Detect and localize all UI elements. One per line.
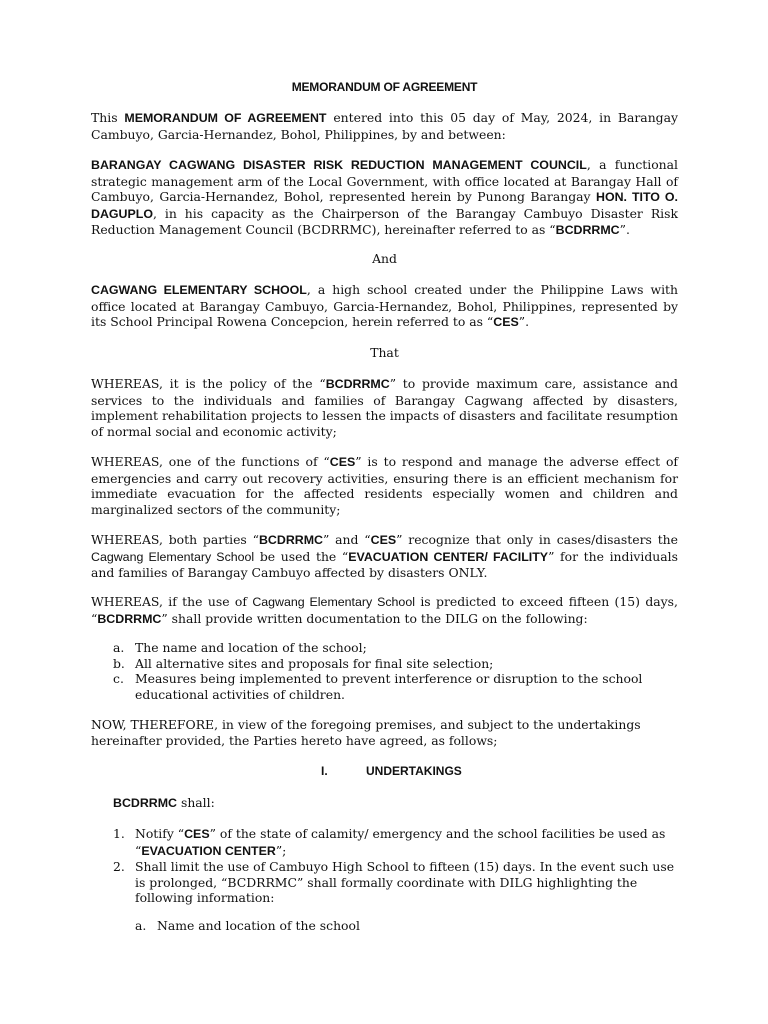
bold-run: BCDRRMC <box>325 377 390 391</box>
list-item <box>113 826 678 859</box>
text-run: WHEREAS, it is the policy of the “ <box>91 376 326 391</box>
text-run: WHEREAS, if the use of <box>91 594 253 609</box>
party1-paragraph <box>91 157 678 239</box>
list-marker: c. <box>113 671 124 687</box>
bold-run: BCDRRMC <box>97 611 162 626</box>
text-run: ” recognize that only in cases/disasters the <box>396 532 678 547</box>
bold-run: CAGWANG ELEMENTARY SCHOOL <box>91 283 307 297</box>
list-marker: b. <box>113 655 125 671</box>
list-item-text: The name and location of the school; <box>135 640 367 655</box>
list-item <box>113 859 678 906</box>
text-run: ” is to respond and manage the adverse effect of emergencies and carry out recovery activities, ensuring there is an efficient mechanism for immediate evacuation for the affected residents especially women and children and marginalized sectors of the community; <box>91 454 678 517</box>
text-run: Notify “ <box>135 826 185 841</box>
and-label: And <box>372 251 397 266</box>
text-run: entered into this 05 day of May, 2024, in Barangay Cambuyo, Garcia-Hernandez, Bohol, Philippines, by and between: <box>91 110 678 142</box>
text-run: Shall limit the use of Cambuyo High School to fifteen (15) days. In the event such use is prolonged, “BCDRRMC” shall formally coordinate with DILG highlighting the following information: <box>135 859 675 906</box>
that-label: That <box>370 345 399 360</box>
documentation-list <box>113 640 678 702</box>
list-item <box>113 640 678 656</box>
bold-run: CES <box>370 533 397 547</box>
text-run: , in his capacity as the Chairperson of the Barangay Cambuyo Disaster Risk Reduction Management Council (BCDRRMC), hereinafter referred to as “ <box>91 205 678 238</box>
text-run: ” and “ <box>322 532 371 547</box>
list-marker: a. <box>113 640 125 655</box>
text-run: ” shall provide written documentation to the DILG on the following: <box>161 610 588 626</box>
intro-paragraph <box>91 110 678 142</box>
text-run: ” to provide maximum care, assistance and services to the individuals and families of Barangay Cagwang affected by disasters, implement rehabilitation projects to lessen the impacts of disasters and facilitate resumption of normal social and economic activity; <box>91 376 678 439</box>
whereas2-paragraph <box>91 454 678 517</box>
party2-paragraph <box>91 282 678 331</box>
bold-run: EVACUATION CENTER <box>141 843 276 858</box>
whereas4-paragraph <box>91 594 678 627</box>
document-title: MEMORANDUM OF AGREEMENT <box>291 80 478 94</box>
list-item-text: All alternative sites and proposals for final site selection; <box>135 655 494 671</box>
text-run: shall: <box>177 795 215 810</box>
undertakings-list <box>113 826 678 906</box>
sans-run: Cagwang Elementary School <box>252 595 415 609</box>
text-run: ”; <box>275 842 287 858</box>
text-run: ”. <box>518 314 530 330</box>
bold-run: BCDRRMC <box>555 223 620 238</box>
list-item <box>135 918 678 934</box>
sans-run: Cagwang Elementary School <box>91 549 255 564</box>
text-run: WHEREAS, both parties “ <box>91 532 259 547</box>
text-run: ”. <box>619 222 630 238</box>
bold-run: EVACUATION CENTER/ FACILITY <box>348 549 549 564</box>
list-marker: a. <box>135 918 147 933</box>
text-run: ” of the state of calamity/ emergency and the school facilities be used as “ <box>135 826 666 858</box>
text-run: , a functional strategic management arm of the Local Government, with office located at Barangay Hall of Cambuyo, Garcia-Hernandez, Bohol, represented herein by Punong Barangay <box>91 157 679 205</box>
list-item-text: Name and location of the school <box>157 918 360 933</box>
text-run: WHEREAS, one of the functions of “ <box>91 454 330 469</box>
section-number: I. <box>321 764 328 778</box>
list-item-text: Measures being implemented to prevent interference or disruption to the school educational activities of children. <box>135 671 643 702</box>
bold-run: BCDRRMC <box>113 796 178 810</box>
list-item <box>113 671 678 702</box>
text-run: , a high school created under the Philippine Laws with office located at Barangay Cambuyo, Garcia-Hernandez, Bohol, Philippines, represented by its School Principal Rowena Concepcion, herein referred to as “ <box>91 282 678 330</box>
bold-run: MEMORANDUM OF AGREEMENT <box>124 111 327 125</box>
text-run: be used the “ <box>254 548 349 564</box>
now-therefore-paragraph: NOW, THEREFORE, in view of the foregoing premises, and subject to the undertakings hereinafter provided, the Parties hereto have agreed, as follows; <box>91 717 641 748</box>
bold-run: CES <box>184 827 210 841</box>
bold-run: BARANGAY CAGWANG DISASTER RISK REDUCTION MANAGEMENT COUNCIL <box>91 158 587 172</box>
text-run: This <box>91 110 125 125</box>
section-title: UNDERTAKINGS <box>366 764 462 778</box>
list-item <box>113 656 678 672</box>
text-run: is predicted to exceed fifteen (15) days, “ <box>91 594 678 626</box>
bold-run: CES <box>329 455 356 469</box>
whereas3-paragraph <box>91 532 678 581</box>
list-marker: 1. <box>113 826 125 841</box>
shall-intro <box>113 795 678 812</box>
bold-run: BCDRRMC <box>258 533 323 547</box>
text-run: ” for the individuals and families of Barangay Cambuyo affected by disasters ONLY. <box>91 548 678 581</box>
list-marker: 2. <box>113 859 125 875</box>
bold-run: HON. TITO O. DAGUPLO <box>91 190 678 221</box>
bold-run: CES <box>493 315 519 330</box>
whereas1-paragraph <box>91 376 678 439</box>
school-info-sublist <box>135 918 678 934</box>
